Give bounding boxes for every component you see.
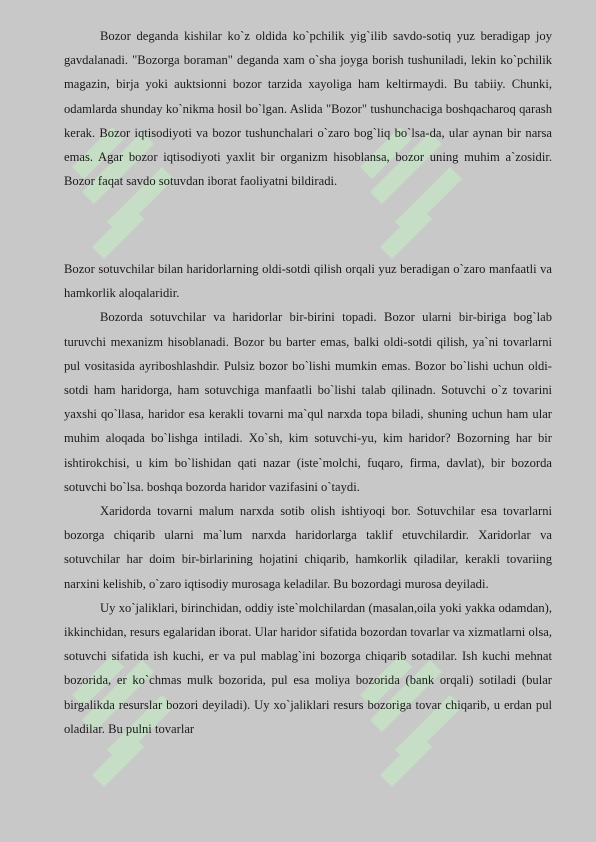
paragraph: Xaridorda tovarni malum narxda sotib olish ishtiyoqi bor. Sotuvchilar esa tovarlarni bozorga chiqarib ularni ma`lum narxda haridorlarga taklif etuvchilardir. Xaridorlar va sotuvchilar har doim bir-birlarining hojatini chiqarib, hamkorlik qiladilar, kerakli tovariing narxini kelishib, o`zaro iqtisodiy murosaga keladilar. Bu bozordagi murosa deyiladi. (64, 504, 552, 591)
text-block-bottom (64, 257, 552, 741)
paragraph: Bozor deganda kishilar ko`z oldida ko`pchilik yig`ilib savdo-sotiq yuz beradigap joy gavdalanadi. "Bozorga boraman" deganda xam o`sha joyga borish tushuniladi, lekin ko`pchilik magazin, birja yoki auktsionni bozor tarzida xayoliga ham keltirmaydi. Bu tabiiy. Chunki, odamlarda shunday ko`nikma hosil bo`lgan. Aslida "Bozor" tushunchaciga boshqacharoq qarash kerak. Bozor iqtisodiyoti va bozor tushunchalari o`zaro bog`liq bo`lsa-da, ular aynan bir narsa emas. Agar bozor iqtisodiyoti yaxlit bir organizm hisoblansa, bozor uning muhim a`zosidir. Bozor faqat savdo sotuvdan iborat faoliyatni bildiradi. (64, 29, 552, 189)
paragraph: Bozor sotuvchilar bilan haridorlarning oldi-sotdi qilish orqali yuz beradigan o`zaro manfaatli va hamkorlik aloqalaridir. (64, 262, 552, 301)
paragraph: Bozorda sotuvchilar va haridorlar bir-birini topadi. Bozor ularni bir-biriga bog`lab turuvchi mexanizm hisoblanadi. Bozor bu barter emas, balki oldi-sotdi qilish, ya`ni tovarlarni pul vositasida ayriboshlashdir. Pulsiz bozor bo`lishi mumkin emas. Bozor bo`lishi uchun oldi-sotdi ham haridorga, ham sotuvchiga manfaatli bo`lishi talab qilinadn. Sotuvchi o`z tovarini yaxshi qo`llasa, haridor esa kerakli tovarni ma`qul narxda topa biladi, shuning uchun ham ular muhim aloqada bo`lishga intiladi. Xo`sh, kim sotuvchi-yu, kim haridor? Bozorning har bir ishtirokchisi, u kim bo`lishidan qati nazar (iste`molchi, fuqaro, firma, davlat), bir bozorda sotuvchi bo`lsa. boshqa bozorda haridor vazifasini o`taydi. (64, 310, 552, 494)
text-block-top (64, 24, 552, 193)
paragraph: Uy xo`jaliklari, birinchidan, oddiy iste`molchilardan (masalan,oila yoki yakka odamdan), ikkinchidan, resurs egalaridan iborat. Ular haridor sifatida bozordan tovarlar va xizmatlarni olsa, sotuvchi sifatida ish kuchi, er va pul mablag`ini bozorga chiqarib sotadilar. Ish kuchi mehnat bozorida, er ko`chmas mulk bozorida, pul esa moliya bozorida (bank orqali) sotiladi (bular birgalikda resurslar bozori deyiladi). Uy xo`jaliklari resurs bozoriga tovar chiqarib, u erdan pul oladilar. Bu pulni tovarlar (64, 600, 552, 736)
